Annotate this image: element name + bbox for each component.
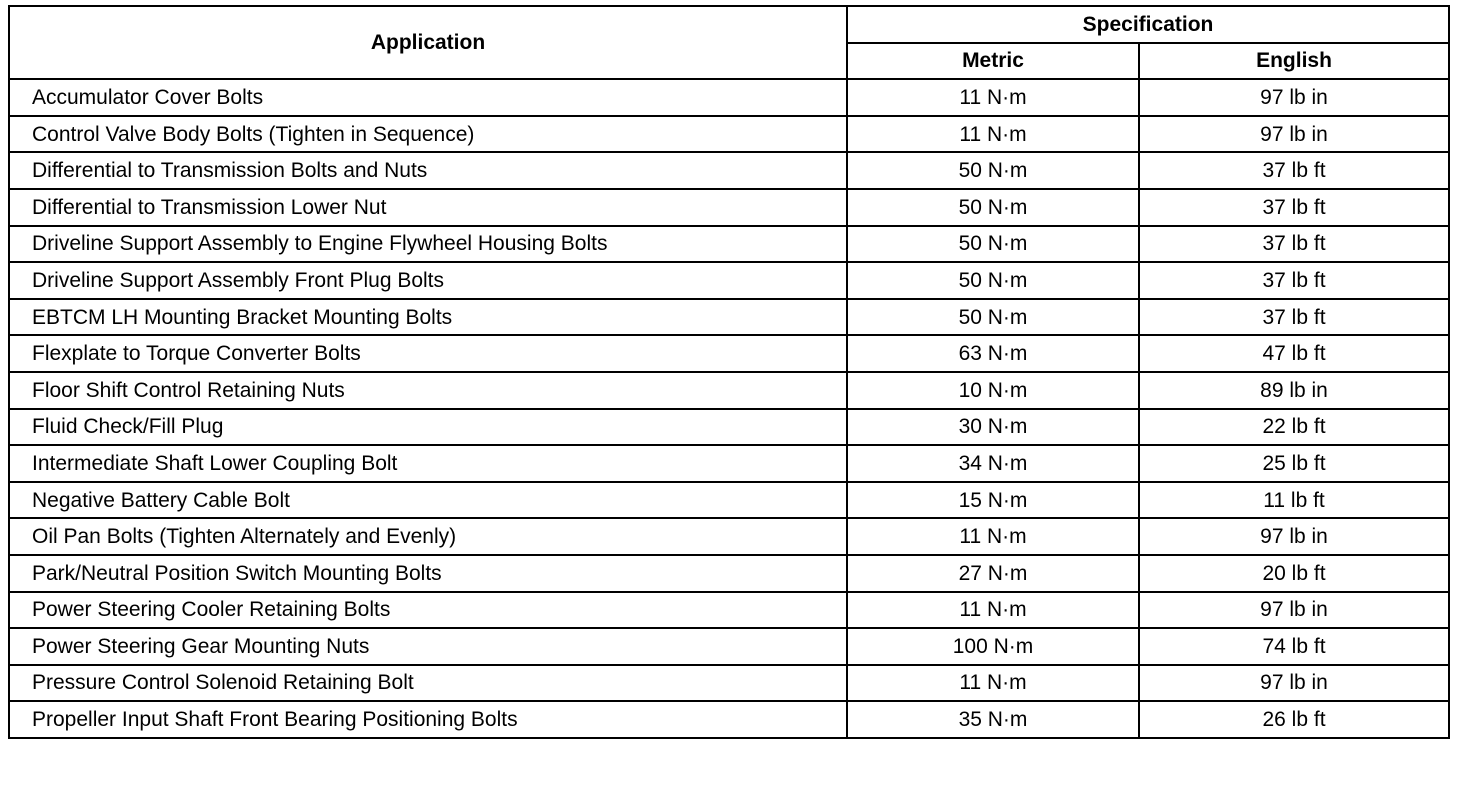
- table-body: [9, 79, 1449, 738]
- table-row: [9, 518, 1449, 555]
- metric-cell: 50 N·m: [847, 299, 1139, 336]
- metric-cell: 15 N·m: [847, 482, 1139, 519]
- application-cell: Negative Battery Cable Bolt: [9, 482, 847, 519]
- application-cell: Oil Pan Bolts (Tighten Alternately and Evenly): [9, 518, 847, 555]
- table-row: [9, 116, 1449, 153]
- table-row: [9, 262, 1449, 299]
- table-row: [9, 592, 1449, 629]
- metric-cell: 11 N·m: [847, 592, 1139, 629]
- application-cell: Driveline Support Assembly Front Plug Bolts: [9, 262, 847, 299]
- english-cell: 74 lb ft: [1139, 628, 1449, 665]
- table-row: [9, 189, 1449, 226]
- table-row: [9, 701, 1449, 738]
- table-row: [9, 665, 1449, 702]
- table-row: [9, 628, 1449, 665]
- english-cell: 11 lb ft: [1139, 482, 1449, 519]
- table-row: [9, 299, 1449, 336]
- application-cell: Propeller Input Shaft Front Bearing Positioning Bolts: [9, 701, 847, 738]
- application-cell: Power Steering Cooler Retaining Bolts: [9, 592, 847, 629]
- english-cell: 37 lb ft: [1139, 226, 1449, 263]
- application-cell: Fluid Check/Fill Plug: [9, 409, 847, 446]
- english-cell: 37 lb ft: [1139, 189, 1449, 226]
- english-cell: 25 lb ft: [1139, 445, 1449, 482]
- table-row: [9, 482, 1449, 519]
- metric-cell: 30 N·m: [847, 409, 1139, 446]
- metric-cell: 50 N·m: [847, 262, 1139, 299]
- table-row: [9, 152, 1449, 189]
- table-row: [9, 226, 1449, 263]
- fastener-torque-spec-table: [8, 5, 1450, 739]
- application-cell: Driveline Support Assembly to Engine Flywheel Housing Bolts: [9, 226, 847, 263]
- application-cell: Control Valve Body Bolts (Tighten in Sequence): [9, 116, 847, 153]
- table-row: [9, 445, 1449, 482]
- metric-cell: 10 N·m: [847, 372, 1139, 409]
- application-cell: Differential to Transmission Lower Nut: [9, 189, 847, 226]
- header-row-top: [9, 6, 1449, 43]
- metric-cell: 35 N·m: [847, 701, 1139, 738]
- application-cell: Power Steering Gear Mounting Nuts: [9, 628, 847, 665]
- metric-cell: 50 N·m: [847, 189, 1139, 226]
- application-cell: Accumulator Cover Bolts: [9, 79, 847, 116]
- metric-cell: 11 N·m: [847, 79, 1139, 116]
- application-cell: Park/Neutral Position Switch Mounting Bolts: [9, 555, 847, 592]
- application-cell: EBTCM LH Mounting Bracket Mounting Bolts: [9, 299, 847, 336]
- table-row: [9, 555, 1449, 592]
- english-cell: 37 lb ft: [1139, 299, 1449, 336]
- table-row: [9, 335, 1449, 372]
- table-row: [9, 79, 1449, 116]
- metric-cell: 11 N·m: [847, 518, 1139, 555]
- english-cell: 97 lb in: [1139, 79, 1449, 116]
- table-header: [9, 6, 1449, 79]
- english-cell: 89 lb in: [1139, 372, 1449, 409]
- application-cell: Floor Shift Control Retaining Nuts: [9, 372, 847, 409]
- metric-cell: 50 N·m: [847, 226, 1139, 263]
- metric-cell: 50 N·m: [847, 152, 1139, 189]
- metric-cell: 100 N·m: [847, 628, 1139, 665]
- metric-cell: 27 N·m: [847, 555, 1139, 592]
- application-cell: Intermediate Shaft Lower Coupling Bolt: [9, 445, 847, 482]
- english-cell: 20 lb ft: [1139, 555, 1449, 592]
- application-cell: Flexplate to Torque Converter Bolts: [9, 335, 847, 372]
- metric-cell: 11 N·m: [847, 665, 1139, 702]
- metric-column-header: Metric: [847, 43, 1139, 80]
- english-cell: 26 lb ft: [1139, 701, 1449, 738]
- table-row: [9, 409, 1449, 446]
- specification-group-header: Specification: [847, 6, 1449, 43]
- application-column-header: Application: [9, 6, 847, 79]
- application-cell: Pressure Control Solenoid Retaining Bolt: [9, 665, 847, 702]
- english-cell: 97 lb in: [1139, 116, 1449, 153]
- metric-cell: 11 N·m: [847, 116, 1139, 153]
- english-cell: 37 lb ft: [1139, 152, 1449, 189]
- application-cell: Differential to Transmission Bolts and Nuts: [9, 152, 847, 189]
- english-cell: 22 lb ft: [1139, 409, 1449, 446]
- english-cell: 97 lb in: [1139, 518, 1449, 555]
- table-row: [9, 372, 1449, 409]
- english-cell: 47 lb ft: [1139, 335, 1449, 372]
- english-cell: 97 lb in: [1139, 592, 1449, 629]
- metric-cell: 63 N·m: [847, 335, 1139, 372]
- english-cell: 97 lb in: [1139, 665, 1449, 702]
- english-cell: 37 lb ft: [1139, 262, 1449, 299]
- metric-cell: 34 N·m: [847, 445, 1139, 482]
- english-column-header: English: [1139, 43, 1449, 80]
